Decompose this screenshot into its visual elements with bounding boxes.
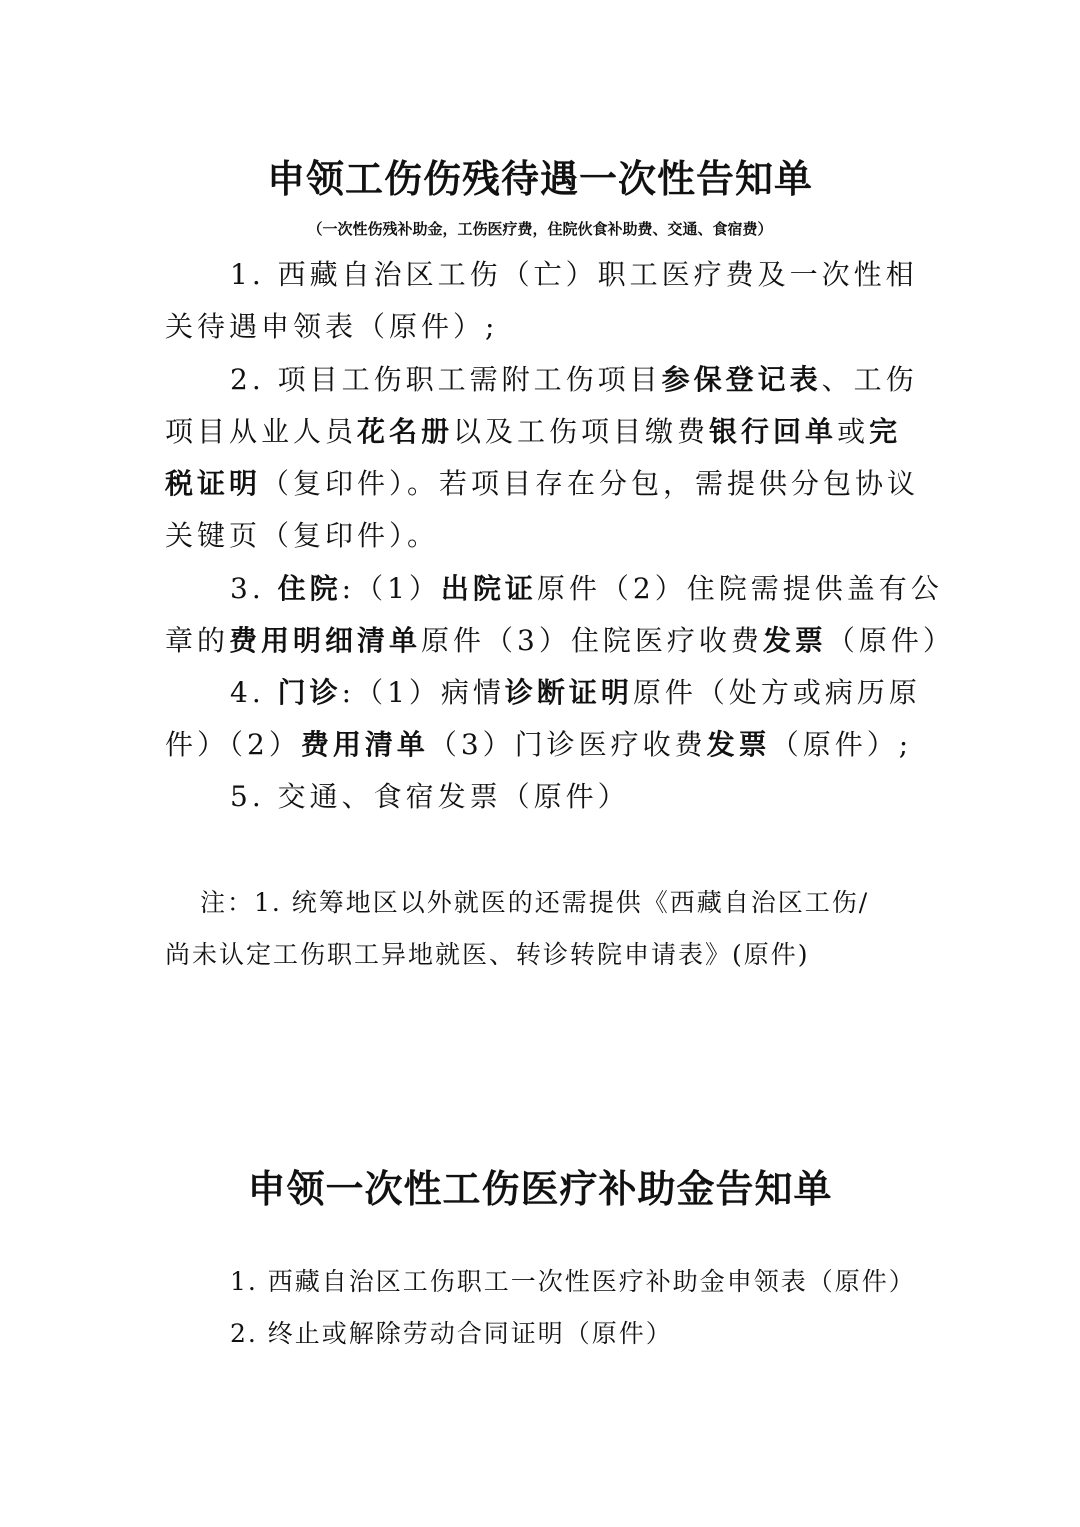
text-run: （复印件）。若项目存在分包，需提供分包协议 [261,467,920,500]
notice1-item4-line2 [165,725,925,765]
text-run: 件）（2） [165,728,301,761]
text-run: 原件（3）住院医疗收费 [421,624,763,657]
bold-run: 参保登记表 [661,363,822,396]
bold-run: 出院证 [440,572,537,605]
text-run: 原件（处方或病历原 [632,676,921,709]
notice1-item2-line1 [230,360,990,400]
notice1-item5: 5. 交通、食宿发票（原件） [230,780,630,813]
notice1-subtitle: （一次性伤残补助金，工伤医疗费，住院伙食补助费、交通、食宿费） [307,220,773,238]
notice1-item2-line4: 关键页（复印件）。 [165,519,440,552]
text-run: :（1） [341,572,441,605]
bold-run: 税证明 [165,467,262,500]
text-run: （原件）; [770,728,913,761]
text-run: :（1）病情 [341,676,505,709]
bold-run: 发票 [762,624,827,657]
text-run: 4. [230,676,278,709]
notice1-item2-line3 [165,464,925,504]
bold-run: 费用清单 [300,728,429,761]
notice1-title: 申领工伤伤残待遇一次性告知单 [266,157,813,201]
text-run: （3）门诊医疗收费 [428,728,707,761]
bold-run: 住院 [277,572,342,605]
notice1-item1-line1: 1. 西藏自治区工伤（亡）职工医疗费及一次性相 [230,258,918,291]
notice2-item1: 1. 西藏自治区工伤职工一次性医疗补助金申领表（原件） [230,1267,916,1296]
notice1-item1-line2: 关待遇申领表（原件）; [165,310,499,343]
notice2-title: 申领一次性工伤医疗补助金告知单 [247,1167,833,1211]
bold-run: 费用明细清单 [229,624,422,657]
bold-run: 诊断证明 [504,676,633,709]
text-run: 或 [837,415,870,448]
bold-run: 银行回单 [709,415,838,448]
notice1-item3-line2 [165,621,955,661]
bold-run: 花名册 [357,415,454,448]
notice1-note-line2: 尚未认定工伤职工异地就医、转诊转院申请表》(原件) [165,940,810,969]
notice2-item2: 2. 终止或解除劳动合同证明（原件） [230,1319,673,1348]
notice1-item3-line1 [230,569,990,609]
notice1-note-line1: 注：1. 统筹地区以外就医的还需提供《西藏自治区工伤/ [200,888,870,917]
notice1-item4-line1 [230,673,990,713]
bold-run: 门诊 [277,676,342,709]
text-run: 章的 [165,624,230,657]
bold-run: 完 [869,415,902,448]
text-run: 2. 项目工伤职工需附工伤项目 [230,363,662,396]
bold-run: 发票 [706,728,771,761]
text-run: 以及工伤项目缴费 [453,415,710,448]
text-run: 项目从业人员 [165,415,358,448]
notice1-item2-line2 [165,412,925,452]
text-run: 、工伤 [821,363,918,396]
text-run: 3. [230,572,278,605]
text-run: 原件（2）住院需提供盖有公 [536,572,943,605]
text-run: （原件） [826,624,955,657]
